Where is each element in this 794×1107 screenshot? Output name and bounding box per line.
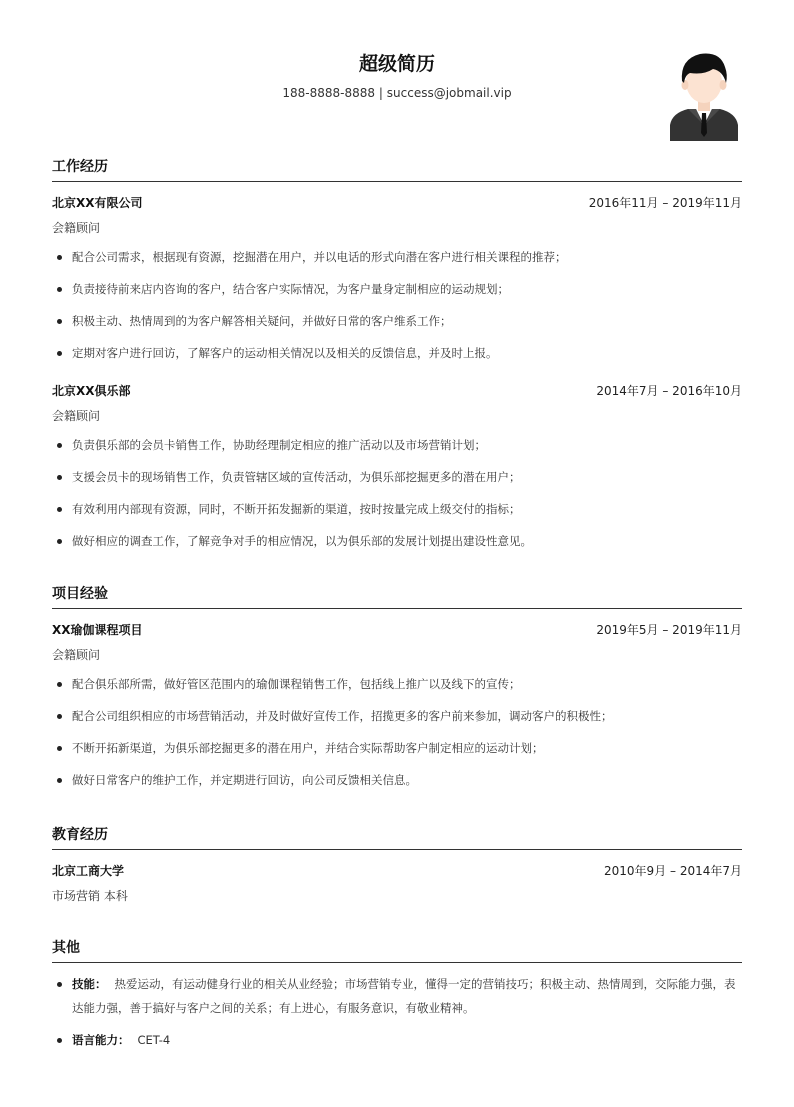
language-item	[52, 1028, 742, 1060]
list-item: 支援会员卡的现场销售工作，负责管辖区域的宣传活动，为俱乐部挖掘更多的潜在用户；	[52, 461, 742, 493]
other-section	[52, 936, 742, 1060]
item-text: CET-4	[137, 1033, 171, 1047]
list-item: 负责俱乐部的会员卡销售工作，协助经理制定相应的推广活动以及市场营销计划；	[52, 429, 742, 461]
phone-number: 188-8888-8888	[282, 86, 376, 100]
project-name: XX瑜伽课程项目	[52, 623, 143, 637]
list-item: 配合俱乐部所需，做好管区范围内的瑜伽课程销售工作，包括线上推广以及线下的宣传；	[52, 668, 742, 700]
section-title: 项目经验	[52, 582, 742, 609]
project-experience-section	[52, 582, 742, 796]
date-range: 2019年5月 – 2019年11月	[596, 623, 742, 637]
list-item: 配合公司组织相应的市场营销活动，并及时做好宣传工作，招揽更多的客户前来参加，调动客户的积极性；	[52, 700, 742, 732]
section-title: 工作经历	[52, 155, 742, 182]
job-title: 会籍顾问	[52, 648, 101, 662]
entry-header	[52, 618, 742, 642]
businessman-avatar-icon	[668, 49, 740, 141]
work-experience-section	[52, 155, 742, 557]
company-name: 北京XX有限公司	[52, 196, 143, 210]
section-title: 其他	[52, 936, 742, 963]
candidate-name: 超级简历	[358, 53, 435, 75]
school-name: 北京工商大学	[52, 864, 125, 878]
work-entry	[52, 191, 742, 369]
item-label: 技能：	[72, 977, 107, 991]
other-list	[52, 972, 742, 1060]
entry-header	[52, 191, 742, 215]
list-item: 负责接待前来店内咨询的客户，结合客户实际情况，为客户量身定制相应的运动规划；	[52, 273, 742, 305]
section-title: 教育经历	[52, 823, 742, 850]
date-range: 2010年9月 – 2014年7月	[604, 864, 742, 878]
company-name: 北京XX俱乐部	[52, 384, 131, 398]
list-item: 定期对客户进行回访，了解客户的运动相关情况以及相关的反馈信息，并及时上报。	[52, 337, 742, 369]
job-title: 会籍顾问	[52, 221, 101, 235]
major-degree: 市场营销 本科	[52, 889, 128, 903]
entry-header	[52, 859, 742, 883]
list-item: 做好日常客户的维护工作，并定期进行回访，向公司反馈相关信息。	[52, 764, 742, 796]
list-item: 不断开拓新渠道，为俱乐部挖掘更多的潜在用户，并结合实际帮助客户制定相应的运动计划；	[52, 732, 742, 764]
job-title: 会籍顾问	[52, 409, 101, 423]
list-item: 做好相应的调查工作，了解竞争对手的相应情况，以为俱乐部的发展计划提出建设性意见。	[52, 525, 742, 557]
skills-item	[52, 972, 742, 1028]
list-item: 积极主动、热情周到的为客户解答相关疑问，并做好日常的客户维系工作；	[52, 305, 742, 337]
contact-separator: |	[378, 86, 383, 100]
list-item: 配合公司需求，根据现有资源，挖掘潜在用户，并以电话的形式向潜在客户进行相关课程的推荐；	[52, 241, 742, 273]
date-range: 2016年11月 – 2019年11月	[588, 196, 742, 210]
education-section	[52, 823, 742, 909]
list-item: 有效利用内部现有资源，同时，不断开拓发掘新的渠道，按时按量完成上级交付的指标；	[52, 493, 742, 525]
email-address: success@jobmail.vip	[386, 86, 512, 100]
item-text: 热爱运动，有运动健身行业的相关从业经验；市场营销专业，懂得一定的营销技巧；积极主动、热情周到，交际能力强，表达能力强，善于搞好与客户之间的关系；有上进心，有服务意识，有敬业精神。	[72, 977, 736, 1015]
work-entry	[52, 379, 742, 557]
duty-list	[52, 241, 742, 369]
project-entry	[52, 618, 742, 796]
duty-list	[52, 668, 742, 796]
item-label: 语言能力：	[72, 1033, 130, 1047]
date-range: 2014年7月 – 2016年10月	[596, 384, 742, 398]
duty-list	[52, 429, 742, 557]
entry-header	[52, 379, 742, 403]
